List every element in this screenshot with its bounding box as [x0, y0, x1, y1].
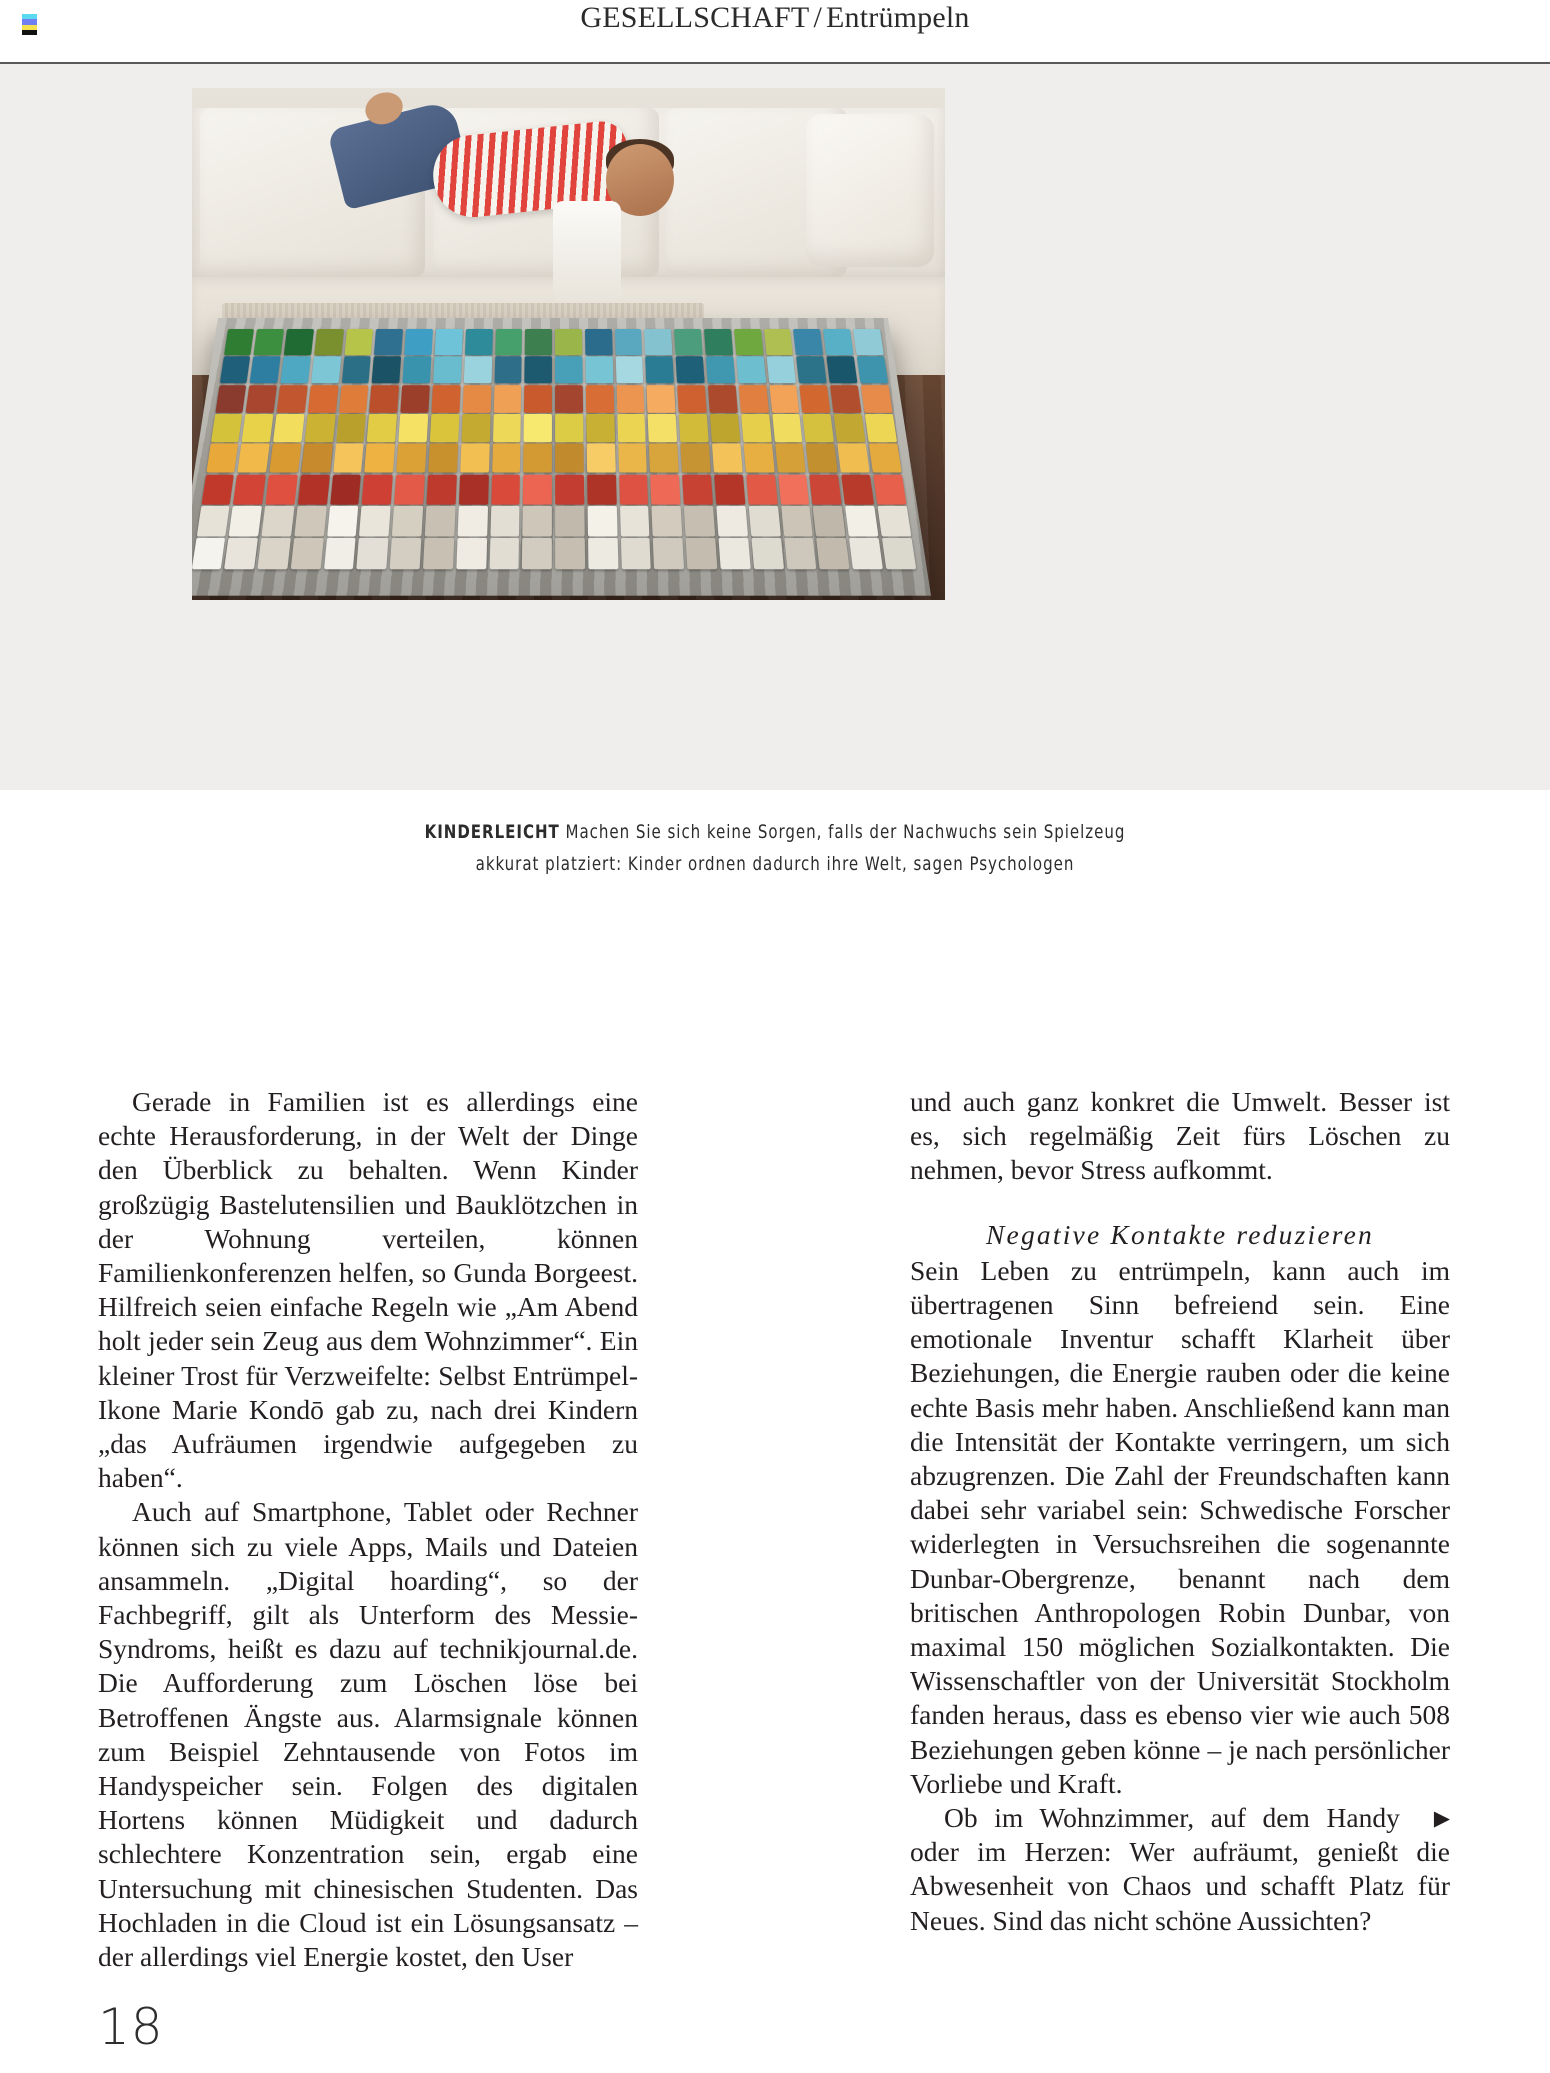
photo-toy-car — [233, 474, 266, 504]
photo-toy-car — [524, 384, 552, 412]
photo-toy-car — [284, 329, 314, 355]
photo-toy-car — [277, 384, 308, 412]
photo-toy-car-grid — [192, 329, 917, 570]
photo-toy-car — [830, 384, 861, 412]
photo-toy-car — [738, 384, 768, 412]
photo-band — [0, 64, 1550, 790]
photo-toy-car — [586, 443, 615, 472]
photo-toy-car — [357, 538, 389, 570]
photo-toy-car — [237, 443, 269, 472]
photo-toy-car — [645, 356, 674, 383]
photo-toy-car — [748, 505, 780, 536]
photo-toy-car — [229, 505, 262, 536]
paragraph: und auch ganz konkret die Umwelt. Besser ist es, sich regelmäßig Zeit fürs Löschen zu nehmen, bevor Stress aufkommt. — [910, 1086, 1450, 1186]
photo-toy-car — [522, 538, 552, 570]
photo-toy-car — [425, 505, 456, 536]
photo-toy-car — [585, 356, 613, 383]
photo-toy-car — [799, 384, 830, 412]
photo-toy-car — [647, 384, 676, 412]
section-rubric: GESELLSCHAFT — [580, 1, 810, 34]
photo-toy-car — [706, 356, 735, 383]
photo-toy-car — [215, 384, 247, 412]
photo-toy-car — [784, 538, 817, 570]
photo-toy-car — [394, 474, 425, 504]
photo-toy-car — [460, 443, 489, 472]
photo-toy-car — [555, 505, 584, 536]
photo-child-trousers — [553, 201, 621, 303]
photo-toy-car — [402, 356, 431, 383]
photo-toy-car — [652, 505, 683, 536]
photo-toy-car — [781, 505, 813, 536]
photo-toy-car — [674, 329, 703, 355]
photo-toy-car — [433, 356, 462, 383]
photo-toy-car — [489, 538, 519, 570]
photo-toy-car — [311, 356, 341, 383]
photo-toy-car — [461, 413, 490, 441]
photo-toy-car — [869, 443, 902, 472]
photo-toy-car — [587, 505, 617, 536]
paragraph: Sein Leben zu entrümpeln, kann auch im übertragenen Sinn befreiend sein. Eine emotionale Inventur schafft Klarheit über Beziehungen, die Energie rauben oder die keine echte Basis mehr haben. Anschließend kann man die Intensität der Kontakte verringern, um sich abzugrenzen. Die Zahl der Freundschaften kann dabei sehr variabel sein: Schwedische Forscher widerlegten in Versuchsreihen die sogenannte Dunbar-Obergrenze, benannt nach dem britischen Anthropologen Robin Dunbar, von maximal 150 möglichen Sozialkontakten. Die Wissenschaftler von der Universität Stockholm fanden heraus, dass es ebenso vier wie auch 508 Beziehungen geben könne – je nach persönlicher Vorliebe und Kraft. — [910, 1254, 1450, 1799]
photo-toy-car — [806, 443, 838, 472]
photo-toy-car-row — [222, 329, 885, 355]
photo-toy-car — [457, 505, 487, 536]
photo-toy-car — [459, 474, 489, 504]
photo-toy-car — [714, 474, 745, 504]
photo-toy-car — [465, 329, 493, 355]
photo-toy-car — [362, 474, 393, 504]
photo-toy-car — [734, 329, 763, 355]
photo-toy-car — [648, 413, 677, 441]
photo-toy-car — [619, 474, 649, 504]
photo-toy-car — [392, 505, 423, 536]
caption-lead-in: KINDERLEICHT — [424, 821, 560, 843]
photo-toy-car — [430, 413, 459, 441]
photo-toy-car — [620, 538, 651, 570]
photo-toy-car — [426, 474, 456, 504]
photo-toy-car — [398, 413, 428, 441]
photo-toy-car — [585, 329, 612, 355]
photo-toy-car-row — [204, 443, 903, 472]
photo-toy-car — [555, 413, 583, 441]
photo-toy-car — [620, 505, 650, 536]
photo-toy-car — [456, 538, 487, 570]
photo-toy-car — [396, 443, 426, 472]
photo-toy-car — [462, 384, 491, 412]
photo-toy-car — [261, 505, 294, 536]
photo-toy-car — [834, 413, 866, 441]
photo-toy-car — [359, 505, 390, 536]
photo-toy-car — [555, 474, 584, 504]
photo-toy-car — [400, 384, 429, 412]
photo-toy-car — [803, 413, 834, 441]
photo-toy-car-row — [194, 505, 912, 536]
photo-toy-car — [653, 538, 684, 570]
photo-toy-car — [210, 413, 242, 441]
photo-toy-car — [615, 356, 643, 383]
photo-toy-car — [522, 505, 551, 536]
photo-toy-car — [736, 356, 766, 383]
photo-toy-car — [588, 538, 618, 570]
photo-toy-car — [555, 356, 582, 383]
photo-toy-car — [649, 443, 679, 472]
page-title — [0, 1, 1550, 35]
photo-toy-car — [857, 356, 888, 383]
photo-toy-car — [314, 329, 344, 355]
paragraph: Auch auf Smartphone, Tablet oder Rechner können sich zu viele Apps, Mails und Dateien ansammeln. „Digital hoarding“, so der Fachbegriff, gilt als Unterform des Messie-Syndroms, heißt es dazu auf technikjournal.de. Die Aufforderung zum Löschen löse bei Betroffenen Ängste aus. Alarmsignale können zum Beispiel Zehntausende von Fotos im Handyspeicher sein. Folgen des digitalen Hortens können Müdigkeit und dadurch schlechtere Konzentration sein, ergab eine Untersuchung mit chinesischen Studenten. Das Hochladen in die Cloud ist ein Lösungsansatz – der allerdings viel Energie kostet, den User — [98, 1496, 638, 1973]
photo-toy-car — [766, 356, 796, 383]
photo-toy-car — [304, 413, 335, 441]
photo-toy-car — [813, 505, 846, 536]
photo-toy-car — [423, 538, 454, 570]
photo-toy-car — [524, 356, 551, 383]
photo-toy-car — [684, 505, 715, 536]
photo-toy-car — [676, 356, 705, 383]
photo-toy-car — [586, 384, 614, 412]
section-subheading: Negative Kontakte reduzieren — [986, 1218, 1374, 1250]
paragraph-final-text: Ob im Wohnzimmer, auf dem Handy oder im Herzen: Wer aufräumt, genießt die Abwesenheit von Chaos und schafft Platz für Neues. Sind das nicht schöne Aussichten? — [910, 1802, 1450, 1936]
body-column-right — [910, 1085, 1450, 1974]
photo-toy-car — [775, 443, 806, 472]
photo-toy-car — [712, 443, 743, 472]
photo-toy-car — [845, 505, 878, 536]
photo-caption — [93, 816, 1457, 880]
photo-toy-car-row — [192, 538, 917, 570]
photo-toy-car — [294, 505, 326, 536]
article-body — [98, 1085, 1450, 1974]
photo-toy-car — [341, 356, 371, 383]
photo-toy-car — [339, 384, 369, 412]
photo-toy-car — [492, 413, 521, 441]
photo-toy-car — [710, 413, 740, 441]
photo-toy-car — [196, 505, 230, 536]
article-photo — [192, 88, 945, 600]
page-header — [0, 0, 1550, 62]
photo-toy-car — [587, 474, 616, 504]
photo-toy-car — [616, 384, 645, 412]
photo-toy-car — [374, 329, 403, 355]
photo-toy-car — [816, 538, 849, 570]
photo-toy-car — [491, 474, 520, 504]
photo-toy-car — [708, 384, 738, 412]
photo-toy-car — [615, 329, 643, 355]
photo-toy-car — [837, 443, 869, 472]
photo-toy-car — [495, 329, 522, 355]
photo-toy-car — [434, 329, 462, 355]
title-separator: / — [813, 1, 822, 34]
photo-toy-car — [250, 356, 281, 383]
photo-toy-car — [769, 384, 800, 412]
photo-toy-car — [809, 474, 841, 504]
photo-toy-car — [849, 538, 883, 570]
photo-toy-car — [364, 443, 395, 472]
photo-toy-car — [201, 474, 234, 504]
photo-toy-car — [404, 329, 433, 355]
photo-toy-car — [206, 443, 239, 472]
photo-toy-car — [254, 329, 284, 355]
photo-toy-car — [273, 413, 304, 441]
photo-toy-car — [242, 413, 274, 441]
paragraph: Gerade in Familien ist es allerdings eine echte Herausforderung, in der Welt der Dinge den Überblick zu behalten. Wenn Kinder großzügig Bastelutensilien und Bauklötzchen in der Wohnung verteilen, können Familienkonferenzen helfen, so Gunda Borgeest. Hilfreich seien einfache Regeln wie „Am Abend holt jeder sein Zeug aus dem Wohnzimmer“. Ein kleiner Trost für Verzweifelte: Selbst Entrümpel-Ikone Marie Kondō gab zu, nach drei Kindern „das Aufräumen irgendwie aufgegeben zu haben“. — [98, 1086, 638, 1494]
photo-toy-car — [336, 413, 367, 441]
photo-toy-car — [330, 474, 361, 504]
photo-toy-car — [682, 474, 713, 504]
photo-toy-car — [841, 474, 874, 504]
photo-toy-car — [492, 443, 521, 472]
photo-toy-car — [333, 443, 364, 472]
photo-toy-car — [680, 443, 710, 472]
photo-toy-car — [525, 329, 552, 355]
photo-toy-car — [751, 538, 783, 570]
body-column-left — [98, 1085, 638, 1974]
end-of-article-marker: ▶ — [1433, 1806, 1450, 1831]
photo-toy-car — [823, 329, 853, 355]
article-topic: Entrümpeln — [826, 1, 970, 34]
photo-toy-car-row — [218, 356, 890, 383]
photo-toy-car — [704, 329, 733, 355]
photo-toy-car — [523, 443, 552, 472]
photo-toy-car — [686, 538, 718, 570]
photo-toy-car — [369, 384, 399, 412]
photo-toy-car — [882, 538, 916, 570]
photo-toy-car — [323, 538, 355, 570]
photo-toy-car — [344, 329, 373, 355]
photo-toy-car — [853, 329, 884, 355]
photo-toy-car — [308, 384, 339, 412]
photo-toy-car — [298, 474, 330, 504]
photo-toy-car — [741, 413, 772, 441]
photo-toy-car — [877, 505, 911, 536]
photo-toy-car-row — [199, 474, 907, 504]
photo-toy-car-row — [209, 413, 898, 441]
photo-toy-car — [873, 474, 906, 504]
photo-toy-car — [716, 505, 747, 536]
photo-toy-car — [223, 329, 254, 355]
paragraph-final — [910, 1801, 1450, 1938]
photo-toy-car — [763, 329, 793, 355]
photo-toy-car — [617, 413, 646, 441]
photo-toy-car — [280, 356, 310, 383]
photo-toy-car — [644, 329, 672, 355]
photo-toy-car — [523, 474, 552, 504]
photo-toy-car — [367, 413, 397, 441]
photo-toy-car — [219, 356, 250, 383]
photo-toy-car — [555, 329, 582, 355]
photo-throw-pillow — [806, 114, 934, 268]
photo-toy-car — [257, 538, 290, 570]
photo-toy-car — [265, 474, 297, 504]
photo-toy-car — [290, 538, 323, 570]
photo-toy-car — [327, 505, 359, 536]
photo-toy-car — [428, 443, 458, 472]
photo-toy-car — [390, 538, 422, 570]
caption-line-1 — [93, 816, 1457, 848]
photo-toy-car — [586, 413, 615, 441]
photo-toy-car — [490, 505, 520, 536]
photo-toy-car — [372, 356, 401, 383]
photo-toy-car — [677, 384, 706, 412]
photo-toy-car — [431, 384, 460, 412]
photo-toy-car — [778, 474, 810, 504]
photo-toy-car — [679, 413, 709, 441]
photo-toy-car — [743, 443, 774, 472]
photo-toy-car — [718, 538, 750, 570]
photo-toy-car — [269, 443, 301, 472]
photo-toy-car — [301, 443, 332, 472]
photo-toy-car — [650, 474, 680, 504]
photo-toy-car — [772, 413, 803, 441]
photo-toy-car — [865, 413, 897, 441]
photo-toy-car — [796, 356, 826, 383]
photo-toy-car — [555, 538, 585, 570]
photo-toy-car — [618, 443, 647, 472]
photo-toy-car — [555, 384, 583, 412]
photo-toy-car-row — [213, 384, 893, 412]
photo-toy-car — [246, 384, 277, 412]
photo-toy-car — [494, 356, 522, 383]
caption-line-1-text: Machen Sie sich keine Sorgen, falls der Nachwuchs sein Spielzeug — [559, 821, 1126, 843]
photo-toy-car — [826, 356, 857, 383]
photo-toy-car — [524, 413, 552, 441]
caption-line-2: akkurat platziert: Kinder ordnen dadurch ihre Welt, sagen Psychologen — [475, 853, 1075, 875]
photo-toy-car — [224, 538, 258, 570]
photo-toy-car — [493, 384, 521, 412]
photo-toy-car — [746, 474, 777, 504]
photo-toy-car — [793, 329, 823, 355]
photo-toy-car — [463, 356, 491, 383]
photo-toy-car — [861, 384, 893, 412]
photo-toy-car — [192, 538, 225, 570]
photo-toy-car — [555, 443, 584, 472]
page-number: 18 — [98, 1998, 164, 2056]
